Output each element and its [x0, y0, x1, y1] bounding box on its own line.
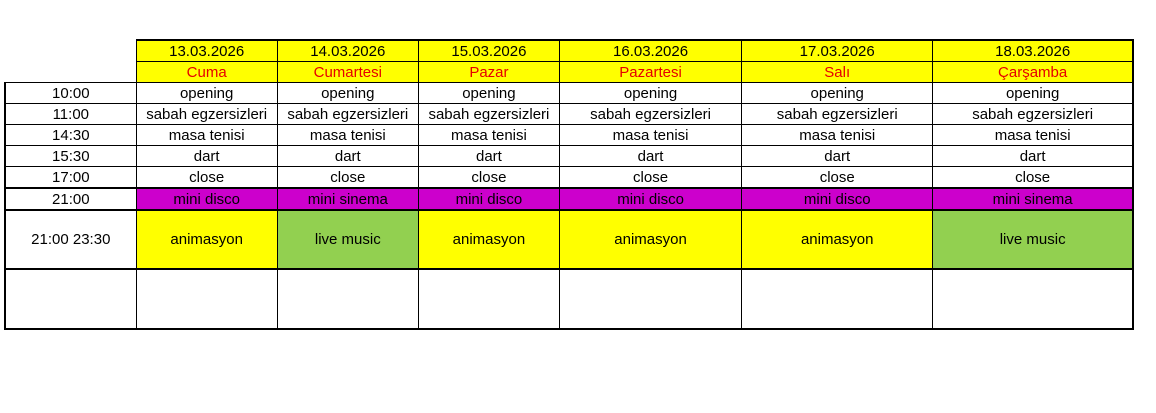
activity-cell: close	[742, 167, 933, 189]
day-header-cell: Salı	[742, 62, 933, 83]
activity-cell: sabah egzersizleri	[277, 104, 418, 125]
time-cell: 14:30	[5, 125, 136, 146]
day-header-row	[5, 62, 1133, 83]
activity-cell: animasyon	[136, 210, 277, 269]
activity-cell: masa tenisi	[418, 125, 559, 146]
activity-cell: mini disco	[742, 188, 933, 210]
activity-cell: mini disco	[418, 188, 559, 210]
schedule-row	[5, 146, 1133, 167]
activity-cell: opening	[418, 83, 559, 104]
schedule-row	[5, 83, 1133, 104]
activity-cell: mini sinema	[933, 188, 1133, 210]
day-header-cell: Çarşamba	[933, 62, 1133, 83]
activity-cell: opening	[136, 83, 277, 104]
corner-cell	[5, 62, 136, 83]
activity-cell: dart	[136, 146, 277, 167]
schedule-row	[5, 167, 1133, 189]
date-header-cell: 17.03.2026	[742, 40, 933, 62]
activity-cell: close	[418, 167, 559, 189]
time-cell	[5, 269, 136, 329]
activity-cell: live music	[933, 210, 1133, 269]
day-header-cell: Pazar	[418, 62, 559, 83]
day-header-cell: Cuma	[136, 62, 277, 83]
date-header-row	[5, 40, 1133, 62]
time-cell: 15:30	[5, 146, 136, 167]
time-cell: 21:00 23:30	[5, 210, 136, 269]
activity-cell: sabah egzersizleri	[933, 104, 1133, 125]
date-header-cell: 15.03.2026	[418, 40, 559, 62]
activity-cell: masa tenisi	[559, 125, 741, 146]
activity-cell: masa tenisi	[136, 125, 277, 146]
date-header-cell: 13.03.2026	[136, 40, 277, 62]
activity-cell: sabah egzersizleri	[742, 104, 933, 125]
activity-cell	[418, 269, 559, 329]
activity-cell: animasyon	[418, 210, 559, 269]
activity-cell: sabah egzersizleri	[559, 104, 741, 125]
activity-cell: close	[136, 167, 277, 189]
activity-cell: close	[933, 167, 1133, 189]
day-header-cell: Pazartesi	[559, 62, 741, 83]
activity-cell: sabah egzersizleri	[136, 104, 277, 125]
date-header-cell: 18.03.2026	[933, 40, 1133, 62]
time-cell: 17:00	[5, 167, 136, 189]
activity-cell	[136, 269, 277, 329]
activity-cell: close	[277, 167, 418, 189]
activity-cell: dart	[742, 146, 933, 167]
activity-cell	[742, 269, 933, 329]
schedule-row-evening-show	[5, 210, 1133, 269]
activity-cell: animasyon	[742, 210, 933, 269]
activity-cell: mini disco	[136, 188, 277, 210]
schedule-table	[4, 39, 1134, 330]
time-cell: 10:00	[5, 83, 136, 104]
date-header-cell: 14.03.2026	[277, 40, 418, 62]
activity-cell: close	[559, 167, 741, 189]
activity-cell: sabah egzersizleri	[418, 104, 559, 125]
activity-cell: mini sinema	[277, 188, 418, 210]
schedule-row	[5, 104, 1133, 125]
schedule-row-evening-kids	[5, 188, 1133, 210]
activity-cell	[933, 269, 1133, 329]
day-header-cell: Cumartesi	[277, 62, 418, 83]
time-cell: 21:00	[5, 188, 136, 210]
activity-cell: dart	[933, 146, 1133, 167]
activity-cell: opening	[933, 83, 1133, 104]
activity-cell: opening	[742, 83, 933, 104]
activity-cell: masa tenisi	[742, 125, 933, 146]
activity-cell: mini disco	[559, 188, 741, 210]
schedule-row-empty	[5, 269, 1133, 329]
activity-cell: dart	[277, 146, 418, 167]
activity-cell: dart	[418, 146, 559, 167]
activity-cell: masa tenisi	[277, 125, 418, 146]
activity-cell	[277, 269, 418, 329]
activity-cell: opening	[277, 83, 418, 104]
activity-cell: opening	[559, 83, 741, 104]
activity-cell: animasyon	[559, 210, 741, 269]
activity-cell: dart	[559, 146, 741, 167]
activity-cell: masa tenisi	[933, 125, 1133, 146]
activity-cell	[559, 269, 741, 329]
time-cell: 11:00	[5, 104, 136, 125]
schedule-row	[5, 125, 1133, 146]
corner-cell	[5, 40, 136, 62]
activity-cell: live music	[277, 210, 418, 269]
date-header-cell: 16.03.2026	[559, 40, 741, 62]
